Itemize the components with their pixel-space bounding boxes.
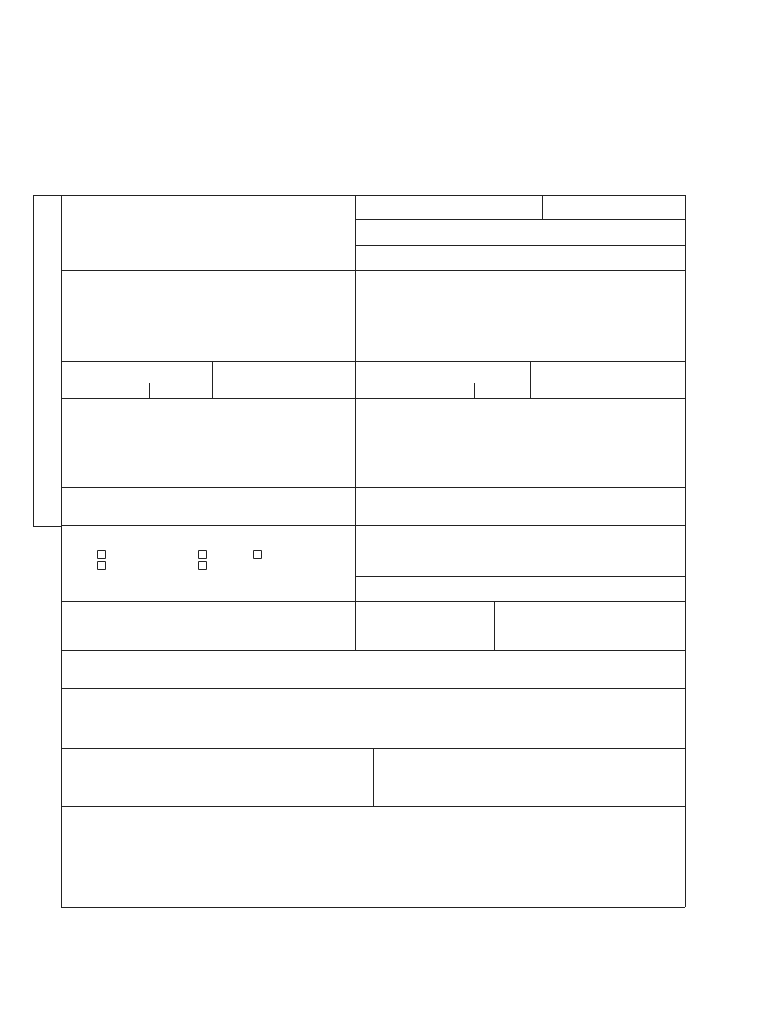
ship-checkbox[interactable] (198, 550, 207, 559)
road-vehicle-checkbox[interactable] (97, 561, 106, 570)
part-one-side-panel (33, 195, 62, 527)
transport-aeroplane-option[interactable] (94, 550, 106, 561)
transport-ship-option[interactable] (195, 550, 207, 561)
transport-railway-option[interactable] (250, 550, 262, 561)
railway-wagon-checkbox[interactable] (253, 550, 262, 559)
transport-other-option[interactable] (195, 561, 207, 572)
aeroplane-checkbox[interactable] (97, 550, 106, 559)
transport-road-option[interactable] (94, 561, 106, 572)
other-transport-checkbox[interactable] (198, 561, 207, 570)
